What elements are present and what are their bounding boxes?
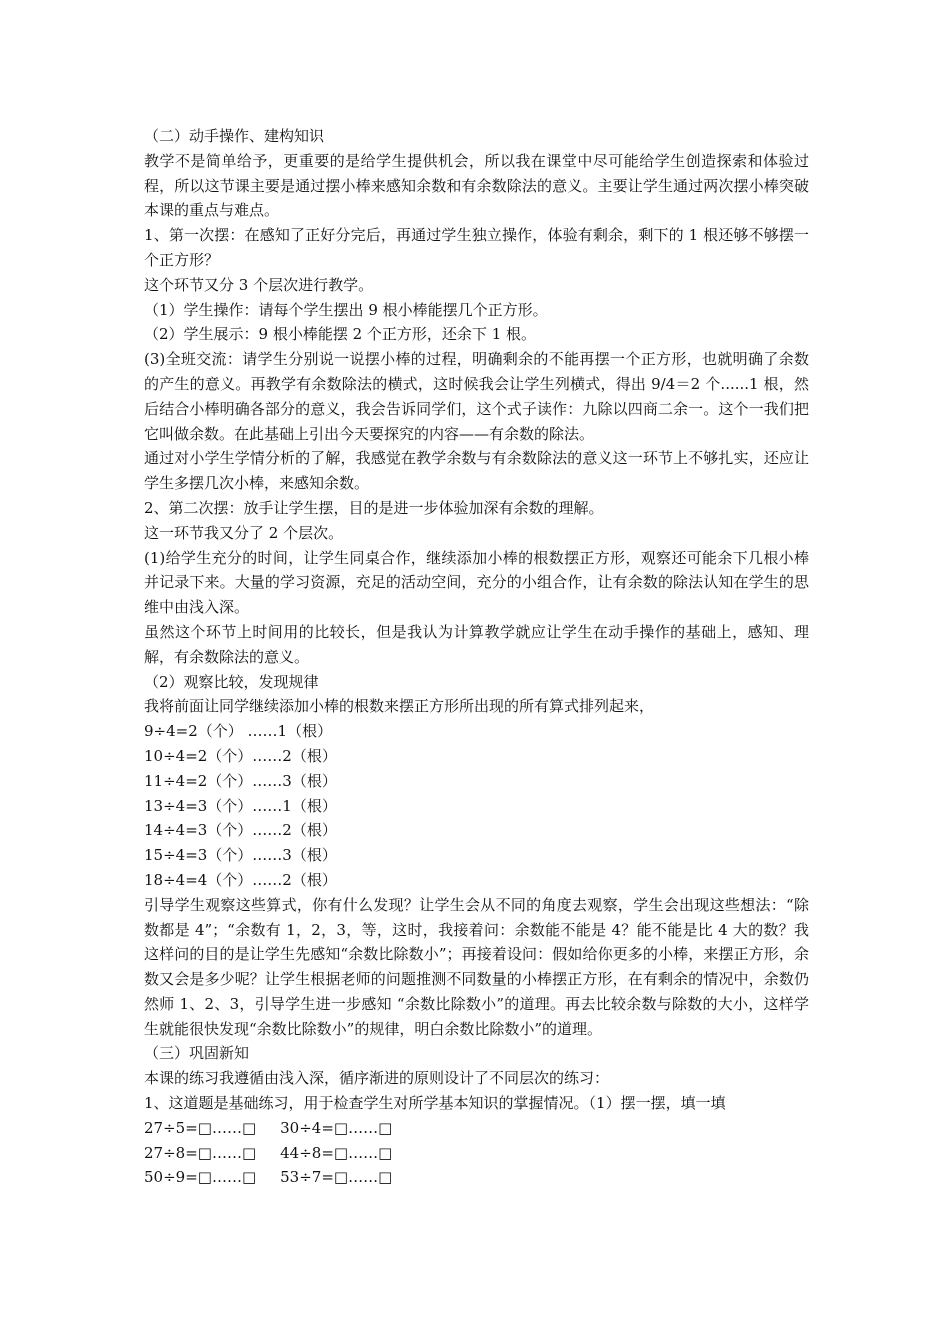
exercise-item: 30÷4=□……□: [280, 1118, 393, 1137]
equation-line: 9÷4=2（个） ……1（根）: [144, 722, 333, 741]
exercise-row: [144, 1165, 809, 1190]
paragraph: (1)给学生充分的时间，让学生同桌合作，继续添加小棒的根数摆正方形，观察还可能余下几根小棒并记录下来。大量的学习资源，充足的活动空间，充分的小组合作，让有余数的除法认知在学生的思维中由浅入深。: [144, 548, 809, 617]
exercise-item: 27÷8=□……□: [144, 1143, 257, 1162]
equation-line: 10÷4=2（个）……2（根）: [144, 746, 337, 765]
equation-line: 18÷4=4（个）……2（根）: [144, 870, 337, 889]
paragraph: 1、这道题是基础练习，用于检查学生对所学基本知识的掌握情况。（1）摆一摆，填一填: [144, 1094, 726, 1113]
paragraph: 我将前面让同学继续添加小棒的根数来摆正方形所出现的所有算式排列起来，: [144, 697, 655, 716]
exercise-row: [144, 1116, 809, 1141]
paragraph: （1）学生操作：请每个学生摆出 9 根小棒能摆几个正方形。: [144, 300, 548, 319]
paragraph: 教学不是简单给予，更重要的是给学生提供机会，所以我在课堂中尽可能给学生创造探索和体验过程，所以这节课主要是通过摆小棒来感知余数和有余数除法的意义。主要让学生通过两次摆小棒突破本课的重点与难点。: [144, 151, 809, 220]
exercise-item: 27÷5=□……□: [144, 1118, 257, 1137]
paragraph: 1、第一次摆：在感知了正好分完后，再通过学生独立操作，体验有剩余，剩下的 1 根还够不够摆一个正方形？: [144, 226, 809, 269]
paragraph: 虽然这个环节上时间用的比较长，但是我认为计算教学就应让学生在动手操作的基础上，感知、理解，有余数除法的意义。: [144, 622, 809, 666]
subheading: （2）观察比较，发现规律: [144, 672, 319, 691]
paragraph: 2、第二次摆：放手让学生摆，目的是进一步体验加深有余数的理解。: [144, 498, 604, 517]
section-heading-3: （三）巩固新知: [144, 1044, 250, 1063]
equation-line: 15÷4=3（个）……3（根）: [144, 846, 337, 865]
paragraph: (3)全班交流：请学生分别说一说摆小棒的过程，明确剩余的不能再摆一个正方形，也就明确了余数的产生的意义。再教学有余数除法的横式，这时候我会让学生列横式，得出 9/4＝2 个......1 根，然后结合小棒明确各部分的意义，我会告诉同学们，这个式子读作：九除以四商二余一。这个一我们把它叫做余数。在此基础上引出今天要探究的内容——有余数的除法。: [144, 350, 809, 443]
paragraph: 通过对小学生学情分析的了解，我感觉在教学余数与有余数除法的意义这一环节上不够扎实，还应让学生多摆几次小棒，来感知余数。: [144, 449, 809, 493]
paragraph: 这个环节又分 3 个层次进行教学。: [144, 275, 374, 294]
equation-line: 14÷4=3（个）……2（根）: [144, 821, 337, 840]
equation-line: 11÷4=2（个）……3（根）: [144, 771, 337, 790]
exercise-row: [144, 1141, 809, 1166]
equation-line: 13÷4=3（个）……1（根）: [144, 796, 337, 815]
paragraph: （2）学生展示：9 根小棒能摆 2 个正方形，还余下 1 根。: [144, 325, 537, 344]
exercise-item: 53÷7=□……□: [280, 1168, 393, 1187]
document-page: [144, 124, 809, 1190]
paragraph: 本课的练习我遵循由浅入深，循序渐进的原则设计了不同层次的练习：: [144, 1069, 610, 1088]
exercise-item: 50÷9=□……□: [144, 1168, 257, 1187]
exercise-item: 44÷8=□……□: [280, 1143, 393, 1162]
paragraph: 引导学生观察这些算式，你有什么发现？让学生会从不同的角度去观察，学生会出现这些想法：“除数都是 4”；“余数有 1，2，3，等，这时，我接着问：余数能不能是 4？能不能是比 4 大的数？我这样问的目的是让学生先感知“余数比除数小”；再接着设问：假如给你更多的小棒，来摆正方形，余数又会是多少呢？让学生根据老师的问题推测不同数量的小棒摆正方形，在有剩余的情况中，余数仍然师 1、2、3，引导学生进一步感知 “余数比除数小”的道理。再去比较余数与除数的大小，这样学生就能很快发现“余数比除数小”的规律，明白余数比除数小”的道理。: [144, 895, 809, 1038]
paragraph: 这一环节我又分了 2 个层次。: [144, 523, 344, 542]
section-heading-2: （二）动手操作、建构知识: [144, 127, 325, 145]
